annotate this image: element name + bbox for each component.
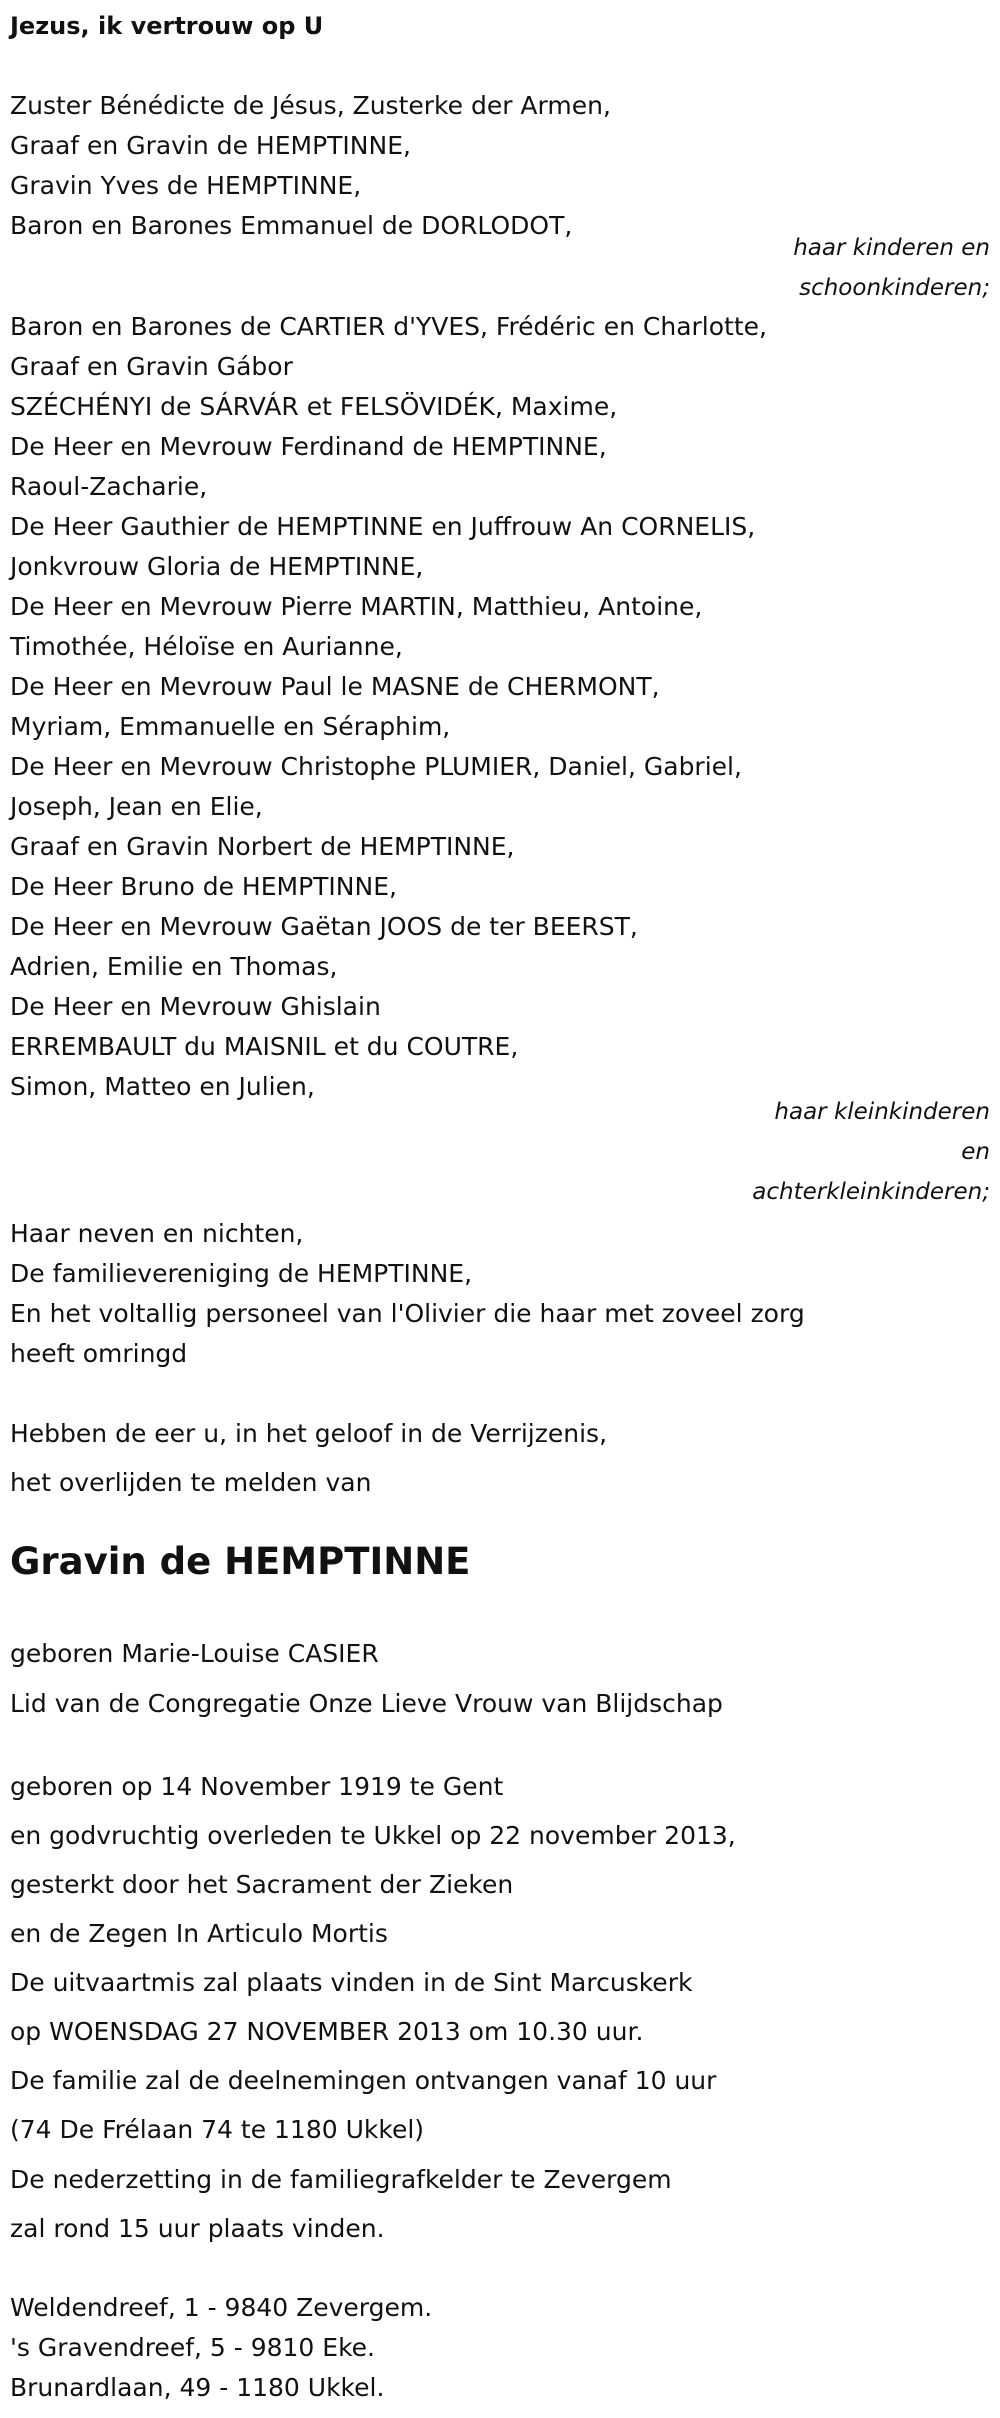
relation-label: haar kleinkinderen (774, 1099, 990, 1125)
detail-line: en de Zegen In Articulo Mortis (10, 1919, 388, 1948)
family-line: De Heer en Mevrouw Christophe PLUMIER, Daniel, Gabriel, (10, 752, 742, 781)
family-line: De Heer Gauthier de HEMPTINNE en Juffrouw An CORNELIS, (10, 512, 756, 541)
detail-line: gesterkt door het Sacrament der Zieken (10, 1870, 514, 1899)
family-line: Baron en Barones de CARTIER d'YVES, Frédéric en Charlotte, (10, 312, 767, 341)
address-line: Brunardlaan, 49 - 1180 Ukkel. (10, 2373, 385, 2402)
family-line: De Heer en Mevrouw Ferdinand de HEMPTINNE, (10, 432, 607, 461)
family-line: De familievereniging de HEMPTINNE, (10, 1259, 473, 1288)
family-line: De Heer en Mevrouw Paul le MASNE de CHERMONT, (10, 672, 660, 701)
detail-line: zal rond 15 uur plaats vinden. (10, 2214, 385, 2243)
heading: Jezus, ik vertrouw op U (10, 12, 324, 40)
deceased-name: Gravin de HEMPTINNE (10, 1540, 471, 1583)
family-line: Graaf en Gravin Gábor (10, 352, 293, 381)
family-line: Simon, Matteo en Julien, (10, 1072, 315, 1101)
detail-line: De nederzetting in de familiegrafkelder te Zevergem (10, 2165, 672, 2194)
family-line: De Heer en Mevrouw Ghislain (10, 992, 381, 1021)
detail-line: De uitvaartmis zal plaats vinden in de Sint Marcuskerk (10, 1968, 693, 1997)
born-name-line: Lid van de Congregatie Onze Lieve Vrouw van Blijdschap (10, 1689, 723, 1718)
relation-label: haar kinderen en (793, 235, 990, 261)
family-line: Graaf en Gravin de HEMPTINNE, (10, 131, 411, 160)
family-line: Jonkvrouw Gloria de HEMPTINNE, (10, 552, 424, 581)
relation-label: schoonkinderen; (799, 275, 990, 301)
family-line: SZÉCHÉNYI de SÁRVÁR et FELSÖVIDÉK, Maxime, (10, 392, 618, 421)
address-line: 's Gravendreef, 5 - 9810 Eke. (10, 2333, 375, 2362)
family-line: ERREMBAULT du MAISNIL et du COUTRE, (10, 1032, 519, 1061)
family-line: Myriam, Emmanuelle en Séraphim, (10, 712, 451, 741)
relation-label: en (961, 1139, 990, 1165)
family-line: Gravin Yves de HEMPTINNE, (10, 171, 362, 200)
address-line: Weldendreef, 1 - 9840 Zevergem. (10, 2293, 433, 2322)
detail-line: (74 De Frélaan 74 te 1180 Ukkel) (10, 2115, 425, 2144)
family-line: Baron en Barones Emmanuel de DORLODOT, (10, 211, 573, 240)
born-name-line: geboren Marie-Louise CASIER (10, 1639, 379, 1668)
family-line: Joseph, Jean en Elie, (10, 792, 263, 821)
family-line: Adrien, Emilie en Thomas, (10, 952, 338, 981)
family-line: Raoul-Zacharie, (10, 472, 208, 501)
family-line: De Heer Bruno de HEMPTINNE, (10, 872, 397, 901)
detail-line: op WOENSDAG 27 NOVEMBER 2013 om 10.30 uur. (10, 2017, 644, 2046)
family-line: heeft omringd (10, 1339, 188, 1368)
family-line: De Heer en Mevrouw Gaëtan JOOS de ter BEERST, (10, 912, 638, 941)
family-line: Haar neven en nichten, (10, 1219, 304, 1248)
family-line: En het voltallig personeel van l'Olivier die haar met zoveel zorg (10, 1299, 805, 1328)
detail-line: en godvruchtig overleden te Ukkel op 22 november 2013, (10, 1821, 736, 1850)
announce-line: Hebben de eer u, in het geloof in de Verrijzenis, (10, 1419, 608, 1448)
detail-line: De familie zal de deelnemingen ontvangen vanaf 10 uur (10, 2066, 717, 2095)
announce-line: het overlijden te melden van (10, 1468, 372, 1497)
family-line: Graaf en Gravin Norbert de HEMPTINNE, (10, 832, 515, 861)
family-line: De Heer en Mevrouw Pierre MARTIN, Matthieu, Antoine, (10, 592, 703, 621)
detail-line: geboren op 14 November 1919 te Gent (10, 1772, 504, 1801)
relation-label: achterkleinkinderen; (752, 1179, 990, 1205)
family-line: Timothée, Héloïse en Aurianne, (10, 632, 403, 661)
family-line: Zuster Bénédicte de Jésus, Zusterke der Armen, (10, 91, 611, 120)
